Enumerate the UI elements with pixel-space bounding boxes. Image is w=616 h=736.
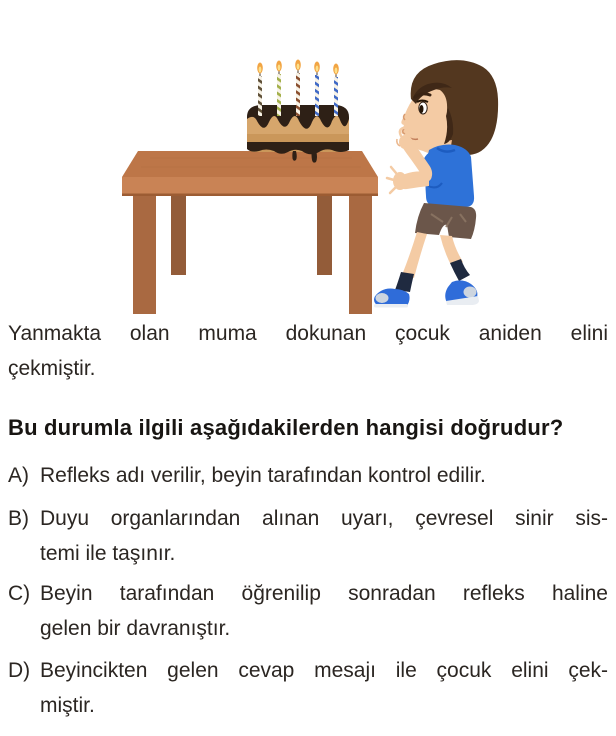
candle [257, 63, 263, 117]
boy [374, 60, 498, 307]
candle [314, 62, 320, 117]
option-a-label: A) [8, 464, 29, 487]
question-stem: Bu durumla ilgili aşağıdakilerden hangisi doğrudur? [8, 415, 564, 440]
intro-line-1: Yanmakta olan muma dokunan çocuk aniden elini [8, 322, 608, 345]
option-a-text: Refleks adı verilir, beyin tarafından kontrol edilir. [40, 464, 486, 487]
boy-shoe-left-toe [376, 293, 389, 303]
option-d-label: D) [8, 659, 31, 682]
table-leg-front-right [349, 193, 372, 314]
candle [295, 60, 301, 117]
table-leg-front-left [133, 193, 156, 314]
boy-fingers [387, 167, 396, 193]
option-b [8, 501, 608, 571]
option-c-label: C) [8, 582, 31, 605]
option-d [8, 653, 608, 723]
candle [276, 61, 282, 117]
option-c-text-line-1: Beyin tarafından öğrenilip sonradan refleks haline [40, 582, 608, 605]
boy-shoe-left-sole [374, 304, 408, 308]
option-d-text-line-2: miştir. [40, 694, 95, 717]
option-c-text-line-2: gelen bir davranıştır. [40, 617, 231, 640]
table-leg-rear-right [317, 193, 332, 275]
question-intro-paragraph [8, 316, 608, 386]
candle [333, 64, 339, 117]
option-a [8, 458, 608, 493]
option-b-text-line-2: temi ile taşınır. [40, 542, 176, 565]
boy-sock-right [450, 259, 470, 281]
table [122, 151, 378, 314]
option-b-text-line-1: Duyu organlarından alınan uyarı, çevresel sinir sis- [40, 507, 608, 530]
table-leg-rear-left [171, 193, 186, 275]
boy-touching-birthday-cake-illustration [95, 52, 505, 317]
option-d-text-line-1: Beyincikten gelen cevap mesajı ile çocuk elini çek- [40, 659, 608, 682]
table-apron [122, 177, 378, 196]
boy-front-leg [402, 232, 427, 278]
boy-shoe-right-toe [464, 287, 477, 298]
boy-sock-left [395, 272, 414, 292]
intro-line-2: çekmiştir. [8, 357, 96, 380]
option-b-label: B) [8, 507, 29, 530]
table-top [122, 151, 378, 177]
option-c [8, 576, 608, 646]
table-edge-shadow [122, 194, 378, 197]
